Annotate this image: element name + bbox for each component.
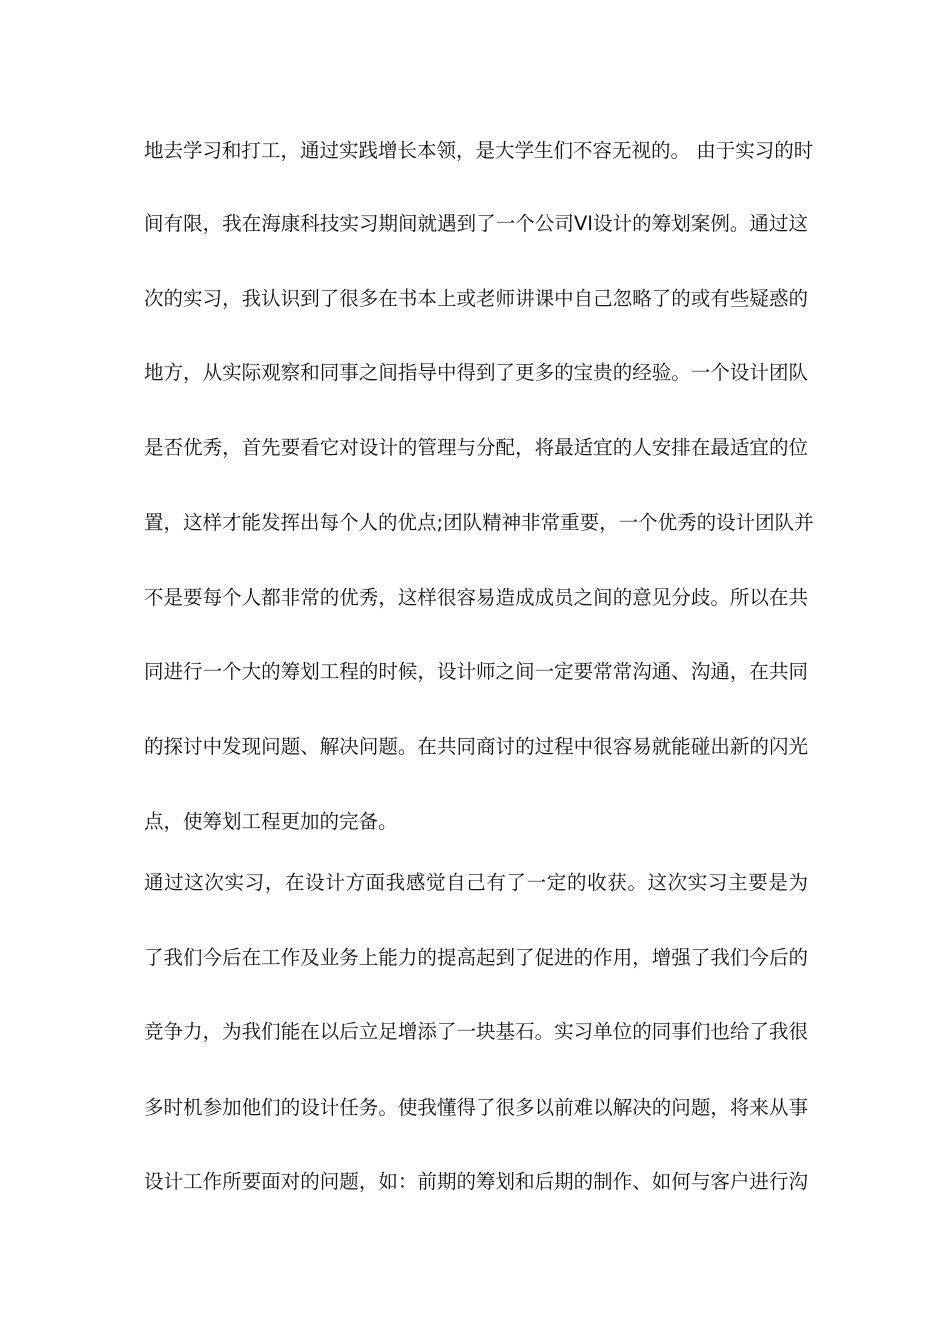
paragraph-first-line: 通过这次实习，在设计方面我感觉自己有了一定的收获。这次实习主要是为 <box>144 871 808 894</box>
text-line: 间有限，我在海康科技实习期间就遇到了一个公司VI设计的筹划案例。通过这 <box>144 212 808 235</box>
text-line: 置，这样才能发挥出每个人的优点;团队精神非常重要，一个优秀的设计团队并 <box>144 511 814 534</box>
text-line: 设计工作所要面对的问题，如：前期的筹划和后期的制作、如何与客户进行沟 <box>144 1170 808 1193</box>
text-line: 不是要每个人都非常的优秀，这样很容易造成成员之间的意见分歧。所以在共 <box>144 586 808 609</box>
text-line: 地去学习和打工，通过实践增长本领，是大学生们不容无视的。 由于实习的时 <box>144 139 814 162</box>
text-line: 次的实习，我认识到了很多在书本上或老师讲课中自己忽略了的或有些疑惑的 <box>144 287 808 310</box>
text-line: 同进行一个大的筹划工程的时候，设计师之间一定要常常沟通、沟通，在共同 <box>144 660 808 683</box>
text-line: 的探讨中发现问题、解决问题。在共同商讨的过程中很容易就能碰出新的闪光 <box>144 735 808 758</box>
text-line: 了我们今后在工作及业务上能力的提高起到了促进的作用，增强了我们今后的 <box>144 946 808 969</box>
text-line: 地方，从实际观察和同事之间指导中得到了更多的宝贵的经验。一个设计团队 <box>144 361 808 384</box>
text-line: 点，使筹划工程更加的完备。 <box>144 810 398 833</box>
text-line: 多时机参加他们的设计任务。使我懂得了很多以前难以解决的问题，将来从事 <box>144 1096 808 1119</box>
text-line: 竞争力，为我们能在以后立足增添了一块基石。实习单位的同事们也给了我很 <box>144 1020 808 1043</box>
text-line: 是否优秀，首先要看它对设计的管理与分配，将最适宜的人安排在最适宜的位 <box>144 436 808 459</box>
